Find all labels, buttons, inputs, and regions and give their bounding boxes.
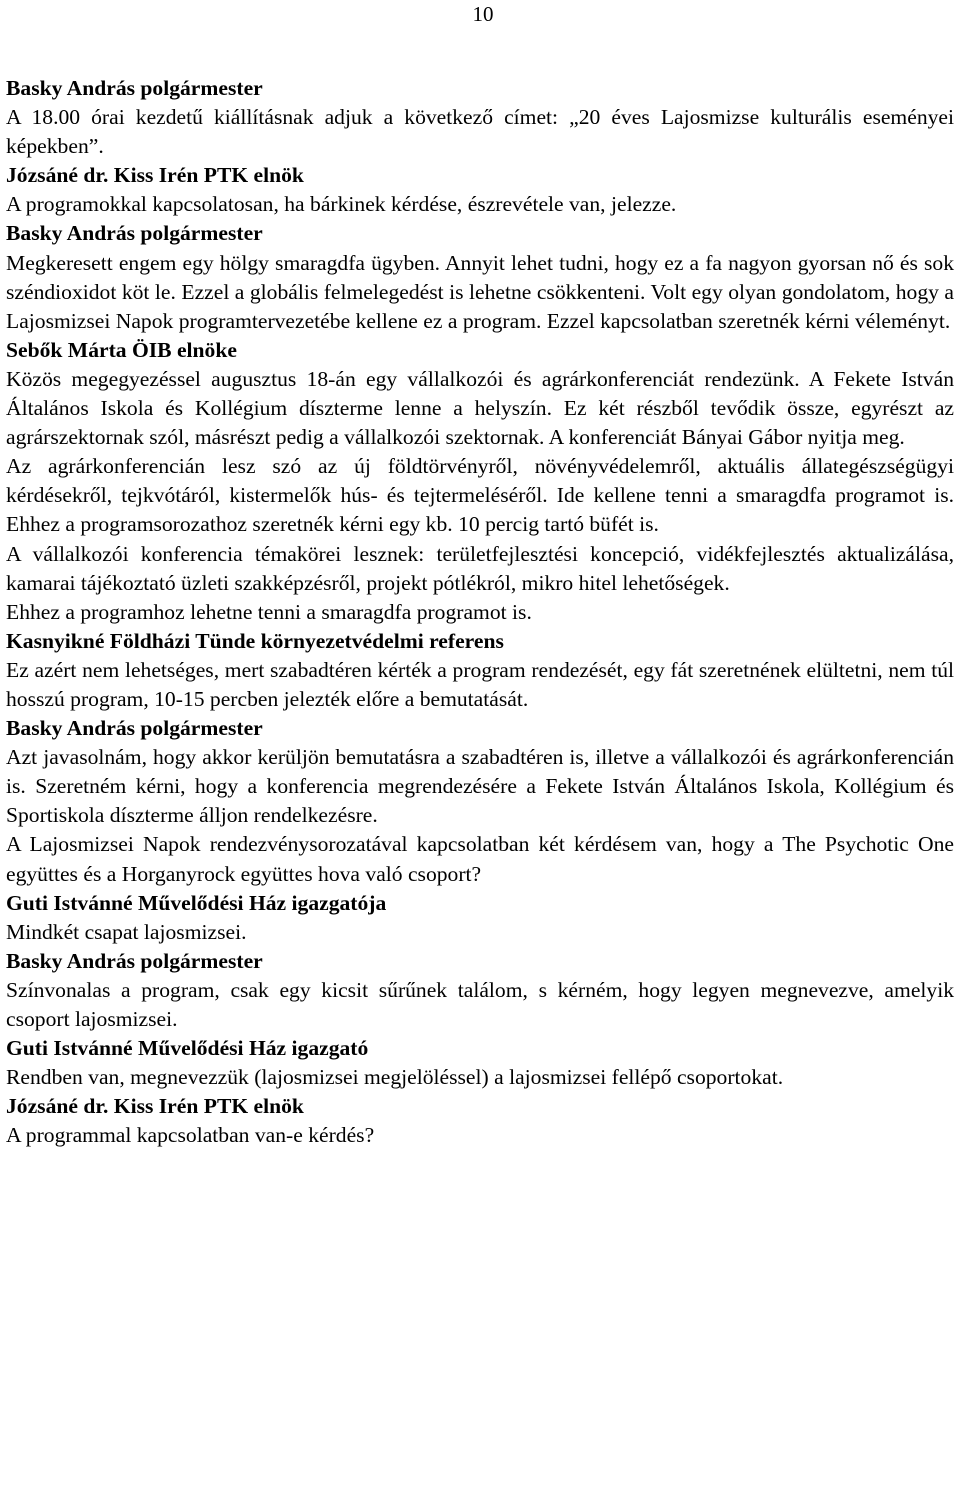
paragraph: A programokkal kapcsolatosan, ha bárkinek kérdése, észrevétele van, jelezze. xyxy=(6,192,677,217)
paragraph: Közös megegyezéssel augusztus 18-án egy vállalkozói és agrárkonferenciát rendezünk. A Fekete István Általános Iskola és Kollégium díszterme lenne a helyszín. Ez két részből tevődik össze, egyrészt az agrárszektornak szól, másrészt pedig a vállalkozói szektornak. A konferenciát Bányai Gábor nyitja meg. xyxy=(6,366,954,450)
paragraph: Színvonalas a program, csak egy kicsit sűrűnek találom, s kérném, hogy legyen megnevezve, amelyik csoport lajosmizsei. xyxy=(6,977,954,1031)
speaker-name: Guti Istvánné Művelődési Ház igazgatója xyxy=(6,890,387,915)
speaker-name: Basky András polgármester xyxy=(6,76,263,100)
paragraph: Megkeresett engem egy hölgy smaragdfa ügyben. Annyit lehet tudni, hogy ez a fa nagyon gyorsan nő és sok széndioxidot köt le. Ezzel a globális felmelegedést is lehetne csökkenteni. Volt egy olyan gondolatom, hogy a Lajosmizsei Napok programtervezetébe kellene ez a program. Ezzel kapcsolatban szeretnék kérni véleményt. xyxy=(6,250,954,333)
paragraph: A vállalkozói konferencia témakörei lesznek: területfejlesztési koncepció, vidékfejlesztés aktualizálása, kamarai tájékoztató üzleti szakképzésről, projekt pótlékról, mikro hitel lehetőségek. xyxy=(6,541,954,595)
paragraph: Ez azért nem lehetséges, mert szabadtéren kérték a program rendezését, egy fát szeretnének elültetni, nem túl hosszú program, 10-15 percben jelezték előre a bemutatását. xyxy=(6,657,954,711)
speaker-name: Sebők Márta ÖIB elnöke xyxy=(6,337,237,362)
speaker-name: Józsáné dr. Kiss Irén PTK elnök xyxy=(6,163,304,188)
paragraph: Rendben van, megnevezzük (lajosmizsei megjelöléssel) a lajosmizsei fellépő csoportokat. xyxy=(6,1065,784,1090)
paragraph: A Lajosmizsei Napok rendezvénysorozatával kapcsolatban két kérdésem van, hogy a The Psychotic One együttes és a Horganyrock együttes hova való csoport? xyxy=(6,832,954,886)
paragraph: A programmal kapcsolatban van-e kérdés? xyxy=(6,1123,375,1148)
speaker-name: Basky András polgármester xyxy=(6,716,263,741)
paragraph: Mindkét csapat lajosmizsei. xyxy=(6,919,247,944)
paragraph: Az agrárkonferencián lesz szó az új földtörvényről, növényvédelemről, aktuális állategészségügyi kérdésekről, tejkvótáról, kistermelők hús- és tejtermeléséről. Ide kellene tenni a smaragdfa programot is. Ehhez a programsorozathoz szeretnék kérni egy kb. 10 percig tartó büfét is. xyxy=(6,454,954,537)
page-number: 10 xyxy=(472,2,494,26)
paragraph: Azt javasolnám, hogy akkor kerüljön bemutatásra a szabadtéren is, illetve a vállalkozói és agrárkonferencián is. Szeretném kérni, hogy a konferencia megrendezésére a Fekete István Általános Iskola, Kollégium és Sportiskola díszterme álljon rendelkezésre. xyxy=(6,745,954,828)
speaker-name: Józsáné dr. Kiss Irén PTK elnök xyxy=(6,1094,304,1119)
speaker-name: Basky András polgármester xyxy=(6,221,263,246)
speaker-name: Kasnyikné Földházi Tünde környezetvédelmi referens xyxy=(6,628,504,653)
paragraph: A 18.00 órai kezdetű kiállításnak adjuk a következő címet: „20 éves Lajosmizse kulturális eseményei képekben”. xyxy=(6,105,954,159)
speaker-name: Basky András polgármester xyxy=(6,948,263,973)
speaker-name: Guti Istvánné Művelődési Ház igazgató xyxy=(6,1036,369,1061)
paragraph: Ehhez a programhoz lehetne tenni a smaragdfa programot is. xyxy=(6,599,532,624)
document-body xyxy=(6,74,954,1150)
